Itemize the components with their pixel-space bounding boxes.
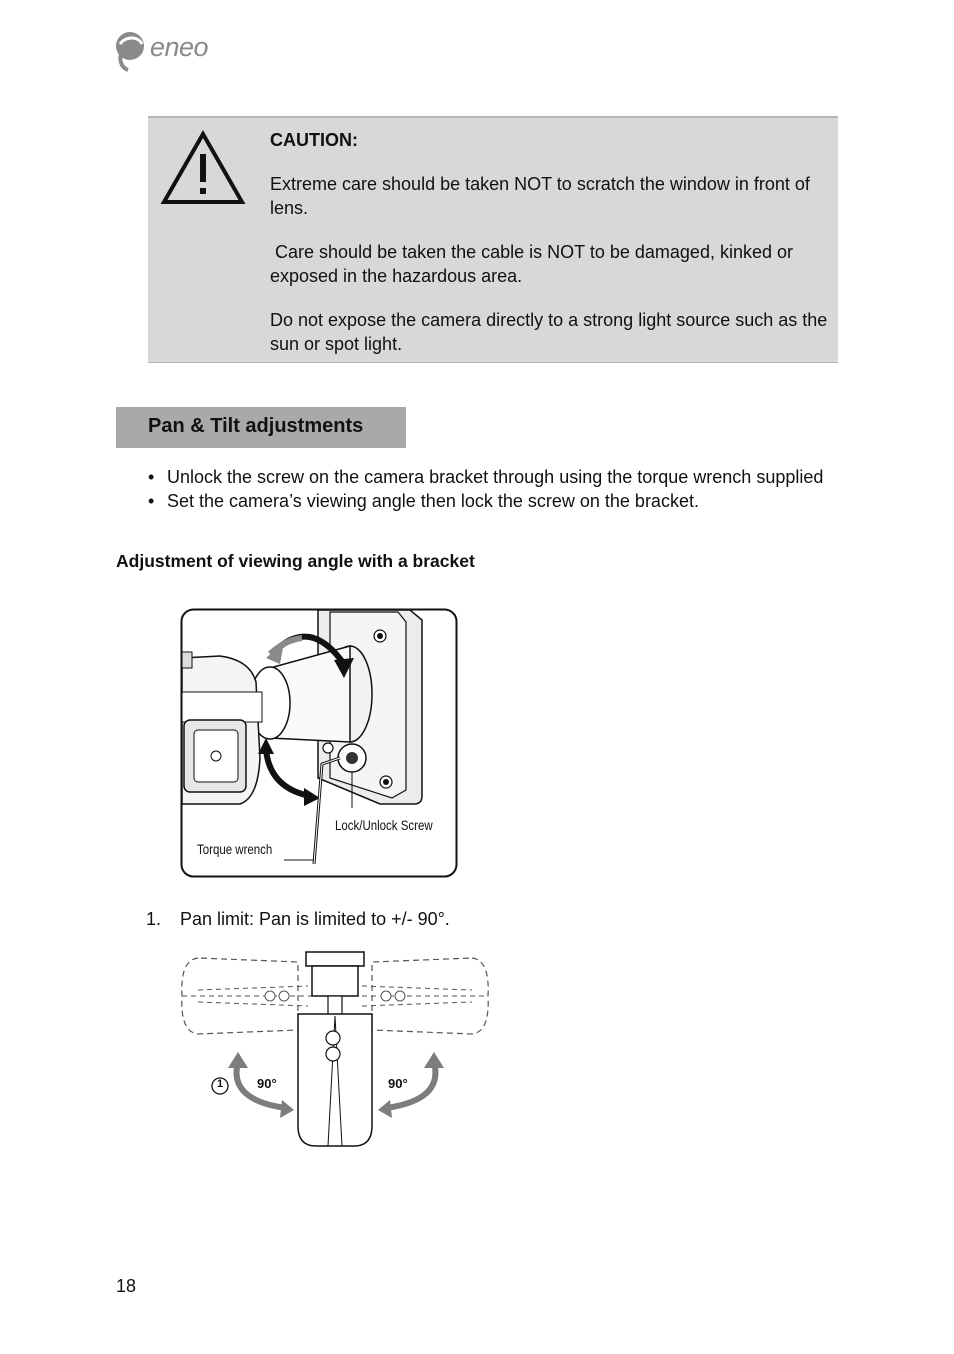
right-angle-label: 90°	[388, 1076, 408, 1091]
list-item: • Set the camera’s viewing angle then lock the screw on the bracket.	[148, 491, 699, 511]
bracket-drawing	[180, 608, 458, 878]
list-item: • Unlock the screw on the camera bracket through using the torque wrench supplied	[148, 467, 824, 487]
step-number: 1.	[146, 909, 162, 929]
page-number: 18	[116, 1276, 137, 1296]
eneo-logo	[112, 28, 222, 72]
pan-limit-drawing	[178, 950, 492, 1150]
subheading: Adjustment of viewing angle with a bracket	[116, 551, 475, 571]
bullet-list	[148, 465, 823, 513]
step-text: Pan limit: Pan is limited to +/- 90°.	[180, 909, 450, 929]
caution-title: CAUTION:	[270, 130, 358, 150]
list-item-text: Unlock the screw on the camera bracket through using the torque wrench supplied	[167, 467, 824, 487]
section-header	[116, 407, 406, 448]
bracket-illustration	[180, 608, 458, 878]
torque-wrench-label: Torque wrench	[197, 841, 273, 857]
section-title: Pan & Tilt adjustments	[148, 415, 364, 437]
logo-text: eneo	[150, 32, 209, 62]
caution-paragraph: Extreme care should be taken NOT to scratch the window in front of lens.	[270, 173, 810, 218]
circled-step-marker: 1	[216, 1078, 224, 1090]
caution-box	[148, 116, 838, 363]
caution-paragraph: Do not expose the camera directly to a strong light source such as the sun or spot light.	[270, 309, 828, 354]
caution-paragraph: Care should be taken the cable is NOT to be damaged, kinked or exposed in the hazardous area.	[270, 241, 799, 286]
lock-screw-label: Lock/Unlock Screw	[335, 817, 433, 833]
left-angle-label: 90°	[257, 1076, 277, 1091]
caution-body	[270, 128, 830, 376]
eneo-logo-mark-icon	[112, 28, 152, 72]
step-item	[146, 907, 450, 931]
list-item-text: Set the camera’s viewing angle then lock the screw on the bracket.	[167, 491, 699, 511]
pan-limit-illustration	[178, 950, 492, 1150]
warning-triangle-icon	[160, 130, 246, 206]
